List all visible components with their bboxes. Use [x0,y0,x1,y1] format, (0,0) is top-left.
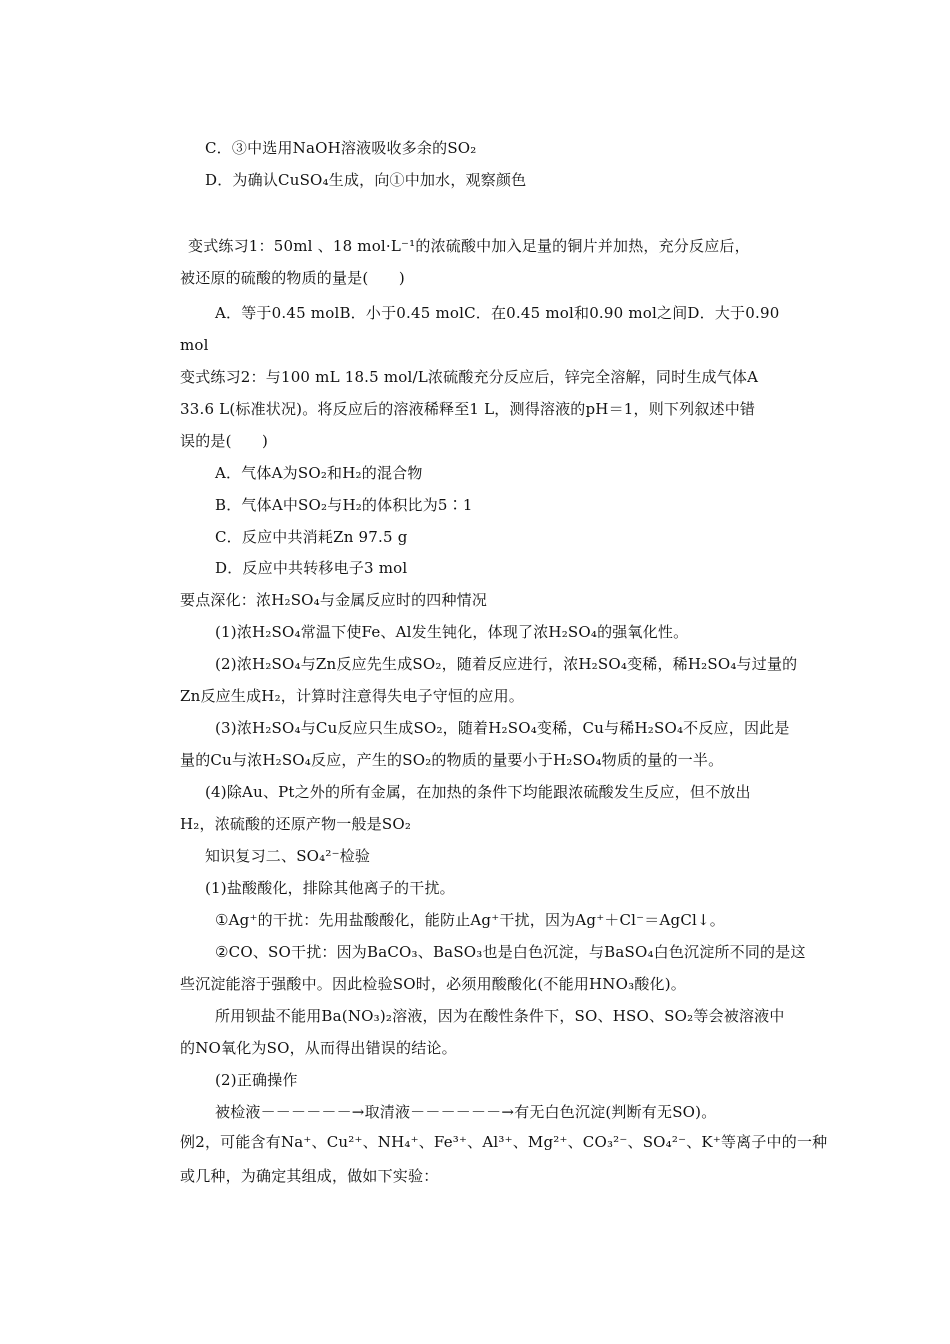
text-line: 误的是( ) [180,432,269,450]
text-line: 知识复习二、SO₄²⁻检验 [205,847,371,865]
text-line: (2)正确操作 [215,1071,298,1089]
text-line: 要点深化：浓H₂SO₄与金属反应时的四种情况 [180,591,488,609]
text-line: 变式练习2：与100 mL 18.5 mol/L浓硫酸充分反应后，锌完全溶解，同时生成气体A [180,368,759,386]
text-line: 的NO氧化为SO，从而得出错误的结论。 [180,1039,457,1057]
text-line: 所用钡盐不能用Ba(NO₃)₂溶液，因为在酸性条件下，SO、HSO、SO₂等会被溶液中 [215,1007,785,1025]
text-line: D．反应中共转移电子3 mol [215,559,408,577]
text-line: (2)浓H₂SO₄与Zn反应先生成SO₂，随着反应进行，浓H₂SO₄变稀，稀H₂SO₄与过量的 [215,655,798,673]
text-line: 或几种，为确定其组成，做如下实验： [180,1167,439,1185]
text-line: 33.6 L(标准状况)。将反应后的溶液稀释至1 L，测得溶液的pH＝1，则下列叙述中错 [180,400,756,418]
text-line: 变式练习1：50ml 、18 mol·L⁻¹的浓硫酸中加入足量的铜片并加热，充分反应后， [188,237,750,255]
text-line: B．气体A中SO₂与H₂的体积比为5∶1 [215,496,473,514]
text-line: H₂，浓硫酸的还原产物一般是SO₂ [180,815,412,833]
text-line: C．反应中共消耗Zn 97.5 g [215,528,408,546]
text-line: A．等于0.45 molB．小于0.45 molC．在0.45 mol和0.90 mol之间D．大于0.90 [215,304,780,322]
text-line: C．③中选用NaOH溶液吸收多余的SO₂ [205,139,477,157]
text-line: A．气体A为SO₂和H₂的混合物 [215,464,423,482]
text-line: ②CO、SO干扰：因为BaCO₃、BaSO₃也是白色沉淀，与BaSO₄白色沉淀所不同的是这 [215,943,806,961]
text-line: 例2，可能含有Na⁺、Cu²⁺、NH₄⁺、Fe³⁺、Al³⁺、Mg²⁺、CO₃²⁻、SO₄²⁻、K⁺等离子中的一种 [180,1133,828,1151]
text-line: D．为确认CuSO₄生成，向①中加水，观察颜色 [205,171,527,189]
text-line: ①Ag⁺的干扰：先用盐酸酸化，能防止Ag⁺干扰，因为Ag⁺＋Cl⁻＝AgCl↓。 [215,911,725,929]
text-line: 量的Cu与浓H₂SO₄反应，产生的SO₂的物质的量要小于H₂SO₄物质的量的一半。 [180,751,724,769]
text-line: (3)浓H₂SO₄与Cu反应只生成SO₂，随着H₂SO₄变稀，Cu与稀H₂SO₄不反应，因此是 [215,719,790,737]
text-line: 些沉淀能溶于强酸中。因此检验SO时，必须用酸酸化(不能用HNO₃酸化)。 [180,975,686,993]
text-line: (4)除Au、Pt之外的所有金属，在加热的条件下均能跟浓硫酸发生反应，但不放出 [205,783,751,801]
text-line: Zn反应生成H₂，计算时注意得失电子守恒的应用。 [180,687,524,705]
text-line: mol [180,336,209,354]
text-line: 被还原的硫酸的物质的量是( ) [180,269,405,287]
text-line: (1)浓H₂SO₄常温下使Fe、Al发生钝化，体现了浓H₂SO₄的强氧化性。 [215,623,689,641]
text-line: (1)盐酸酸化，排除其他离子的干扰。 [205,879,455,897]
text-line: 被检液－－－－－－→取清液－－－－－－→有无白色沉淀(判断有无SO)。 [215,1103,717,1121]
